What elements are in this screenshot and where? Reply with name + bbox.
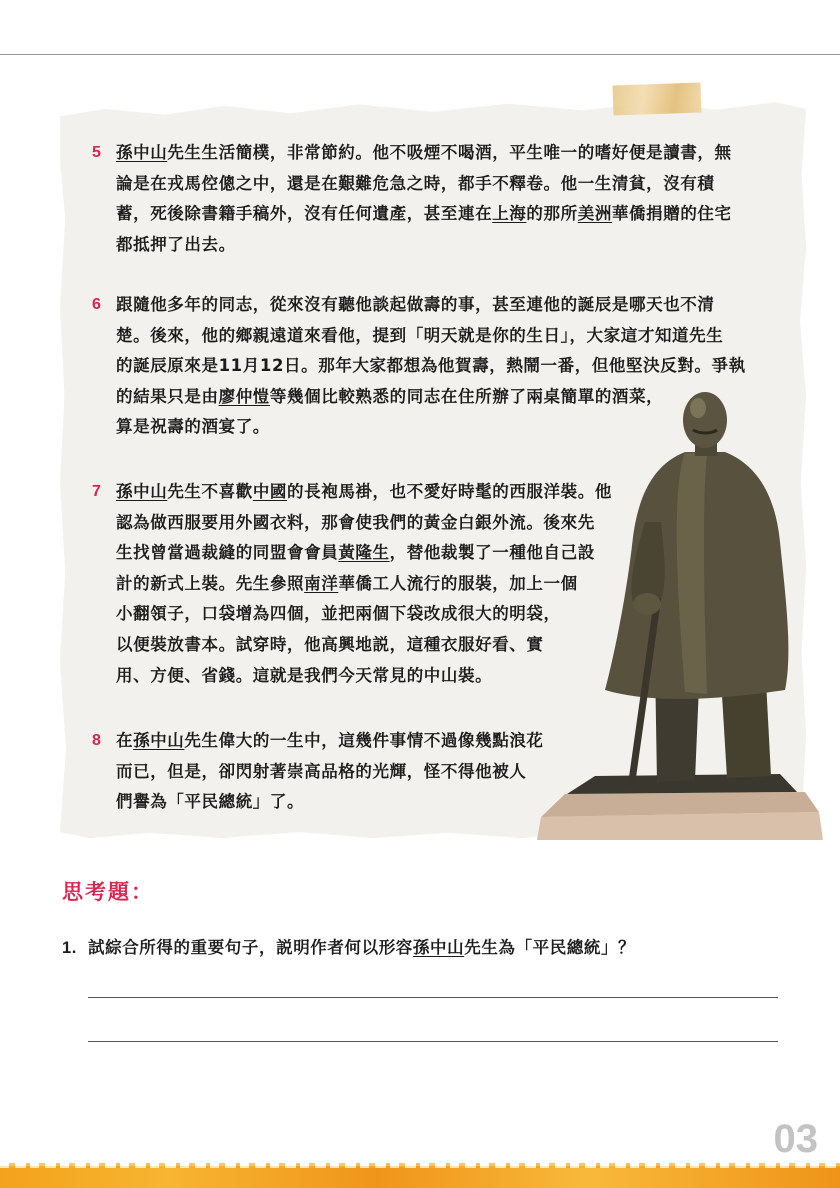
text-run: 都抵押了出去。: [116, 234, 236, 254]
text-run: 的長袍馬褂，也不愛好時髦的西服洋裝。他: [287, 482, 612, 501]
text-line: [92, 569, 612, 600]
text-run: 生找曾當過裁縫的同盟會會員: [116, 543, 339, 563]
text-run: 計的新式上裝。先生參照: [116, 573, 305, 593]
text-line: [92, 138, 732, 169]
text-run: 而已，但是，卻閃射著崇高品格的光輝，怪不得他被人: [116, 761, 527, 781]
masking-tape: [613, 82, 702, 115]
text-line: [92, 787, 544, 818]
text-run: 試綜合所得的重要句子，説明作者何以形容: [88, 938, 413, 957]
bottom-decorative-band: [0, 1166, 840, 1188]
paragraph-number: 8: [92, 732, 101, 749]
text-line: [92, 169, 732, 200]
text-run: 楚。後來，他的鄉親遠道來看他，提到「明天就是你的生日」，大家這才知道先生: [116, 325, 724, 345]
text-run: 們譽為「平民總統」了。: [116, 792, 305, 812]
text-run: 論是在戎馬倥傯之中，還是在艱難危急之時，都手不釋卷。他一生清貧，沒有積: [116, 173, 715, 193]
text-run: 先生生活簡樸，非常節約。他不吸煙不喝酒，平生唯一的嗜好便是讀書，無: [167, 143, 732, 162]
text-run: 用、方便、省錢。這就是我們今天常見的中山裝。: [116, 665, 493, 685]
paragraph-5: [92, 138, 732, 260]
text-run: 華僑捐贈的住宅: [611, 204, 732, 224]
question-number: 1.: [62, 939, 77, 957]
paragraph-7: [92, 477, 612, 691]
header-rule: [0, 54, 840, 55]
answer-line[interactable]: [88, 997, 778, 998]
text-line: [92, 538, 612, 569]
proper-noun: 廖仲愷: [218, 386, 270, 406]
text-line: [92, 412, 746, 443]
question-text: [88, 938, 635, 957]
text-line: [92, 290, 746, 321]
question-1: [62, 934, 635, 962]
text-run: 的結果只是由: [116, 386, 219, 406]
text-run: 等幾個比較熟悉的同志在住所辦了兩桌簡單的酒菜，: [269, 386, 664, 406]
text-run: 的那所: [526, 204, 578, 224]
paragraph-number: 6: [92, 296, 101, 313]
page-number: 03: [773, 1117, 818, 1161]
text-line: [92, 508, 612, 539]
proper-noun: 孫中山: [116, 482, 168, 501]
text-run: 算是祝壽的酒宴了。: [116, 417, 270, 437]
text-line: [92, 726, 544, 757]
text-run: 以便裝放書本。試穿時，他高興地説，這種衣服好看、實: [116, 634, 544, 654]
paragraph-number: 5: [92, 144, 101, 161]
text-run: 認為做西服要用外國衣料，那會使我們的黃金白銀外流。後來先: [116, 512, 595, 532]
text-run: 先生為「平民總統」？: [464, 938, 636, 957]
thinking-questions-title: 思考題：: [62, 879, 154, 904]
proper-noun: 黃隆生: [338, 543, 390, 563]
text-run: 跟隨他多年的同志，從來沒有聽他談起做壽的事，甚至連他的誕辰是哪天也不清: [116, 295, 715, 314]
text-line: [92, 351, 746, 382]
proper-noun: 上海: [492, 204, 527, 224]
text-line: [92, 321, 746, 352]
text-line: [92, 230, 732, 261]
text-run: 蓄，死後除書籍手稿外，沒有任何遺產，甚至連在: [116, 204, 493, 224]
text-line: [92, 599, 612, 630]
text-run: 的誕辰原來是11月12日。那年大家都想為他賀壽，熱鬧一番，但他堅決反對。爭執: [116, 356, 746, 376]
proper-noun: 孫中山: [116, 143, 168, 162]
paragraph-8: [92, 726, 544, 818]
text-run: 在: [116, 731, 134, 750]
text-run: ，替他裁製了一種他自己設: [389, 543, 595, 563]
text-line: [92, 477, 612, 508]
answer-line[interactable]: [88, 1041, 778, 1042]
text-run: 先生不喜歡: [167, 482, 253, 501]
text-line: [92, 199, 732, 230]
paragraph-number: 7: [92, 483, 101, 500]
proper-noun: 孫中山: [133, 731, 185, 750]
text-run: 先生偉大的一生中，這幾件事情不過像幾點浪花: [184, 731, 544, 750]
proper-noun: 美洲: [577, 204, 612, 224]
paragraph-6: [92, 290, 746, 443]
text-run: 華僑工人流行的服裝，加上一個: [338, 573, 578, 593]
text-line: [92, 630, 612, 661]
proper-noun: 孫中山: [412, 938, 465, 957]
text-line: [92, 661, 612, 692]
text-line: [92, 757, 544, 788]
proper-noun: 南洋: [304, 573, 339, 593]
text-line: [92, 382, 746, 413]
text-run: 小翻領子，口袋增為四個，並把兩個下袋改成很大的明袋，: [116, 604, 561, 624]
proper-noun: 中國: [252, 482, 288, 501]
